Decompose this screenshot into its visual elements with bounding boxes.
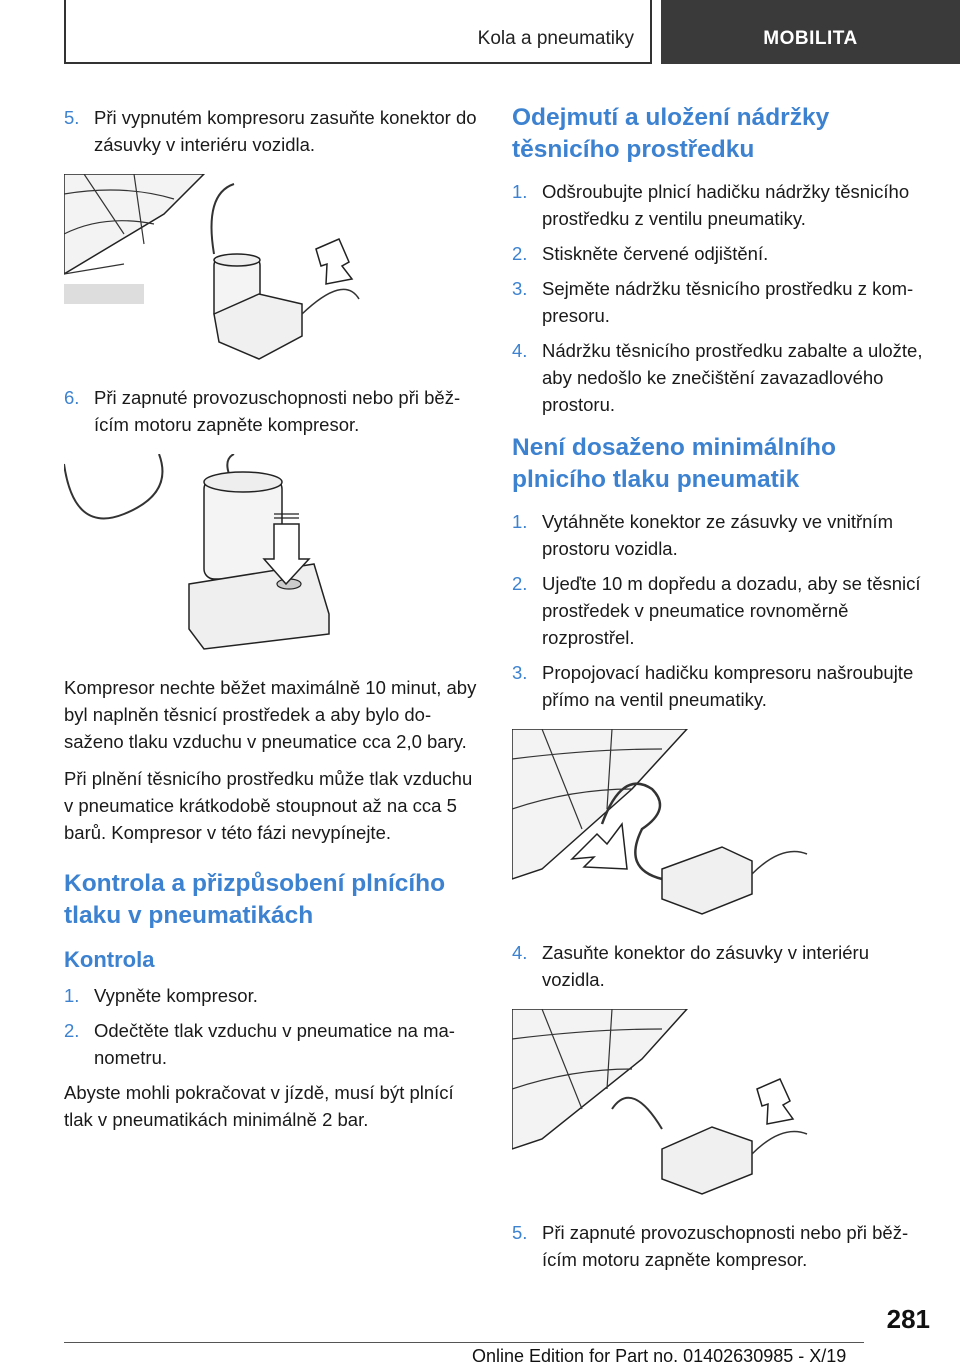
right-column <box>512 102 926 1281</box>
subheading-check: Kontrola <box>64 947 155 972</box>
compressor-wheel-illustration <box>64 174 364 364</box>
pressure-step-4 <box>512 939 926 993</box>
step-text: Sejměte nádržku těsnicího prostředku z kompresoru. <box>542 278 914 326</box>
paragraph-pressure-note: Při plnění těsnicího prostředku může tlak vzduchu v pneumatice krátkodobě stoupnout až na cca 5 barů. Kompresor v této fázi nevypínejte. <box>64 768 473 843</box>
edition-note: Online Edition for Part no. 01402630985 - X/19 <box>472 1346 847 1366</box>
paragraph-run-time: Kompresor nechte běžet maximálně 10 minut, aby byl naplněn těsnicí prostředek a aby bylo dosaženo tlaku vzduchu v pneumatice cca 2,0 bary. <box>64 677 477 752</box>
figure-hose-to-valve <box>512 729 926 919</box>
remove-step-1 <box>512 178 926 232</box>
section-heading-check-pressure: Kontrola a přizpůsobení plnícího tlaku v pneumatikách <box>64 870 446 929</box>
page-header <box>64 0 960 64</box>
figure-compressor-switch <box>64 454 478 654</box>
step-text: Vytáhněte konektor ze zásuvky ve vnitřním prostoru vozidla. <box>542 511 893 559</box>
step-text: Při zapnuté provozuschopnosti nebo při běžícím motoru zapněte kompresor. <box>542 1222 909 1270</box>
page-number: 281 <box>886 1304 930 1334</box>
section-label: MOBILITA <box>763 28 858 49</box>
pressure-step-1 <box>512 508 926 562</box>
step-number: 2. <box>512 573 528 594</box>
step-text: Při zapnuté provozuschopnosti nebo při běžícím motoru zapněte kompresor. <box>94 387 461 435</box>
step-text: Ujeďte 10 m dopředu a dozadu, aby se těsnicí prostředek v pneumatice rovnoměrně rozprostřel. <box>542 573 921 648</box>
step-6 <box>64 384 478 438</box>
step-5 <box>64 104 478 158</box>
figure-compressor-connected-to-wheel <box>64 174 478 364</box>
step-text: Zasuňte konektor do zásuvky v interiéru vozidla. <box>542 942 869 990</box>
check-step-1 <box>64 982 478 1009</box>
pressure-step-3 <box>512 659 926 713</box>
step-number: 6. <box>64 387 80 408</box>
remove-step-2 <box>512 240 926 267</box>
chapter-title: Kola a pneumatiky <box>477 28 634 49</box>
step-text: Odšroubujte plnicí hadičku nádržky těsnicího prostředku z ventilu pneumatiky. <box>542 181 910 229</box>
check-step-2 <box>64 1017 478 1071</box>
hose-valve-illustration <box>512 729 812 919</box>
pressure-step-5 <box>512 1219 926 1273</box>
step-number: 1. <box>64 985 80 1006</box>
section-heading-remove-bottle: Odejmutí a uložení nádržky těsnicího prostředku <box>512 104 830 163</box>
pressure-step-2 <box>512 570 926 651</box>
step-number: 1. <box>512 181 528 202</box>
connector-socket-illustration <box>512 1009 812 1199</box>
step-text: Stiskněte červené odjištění. <box>542 243 769 264</box>
figure-connector-socket <box>512 1009 926 1199</box>
step-text: Vypněte kompresor. <box>94 985 258 1006</box>
step-text: Propojovací hadičku kompresoru našroubujte přímo na ventil pneumatiky. <box>542 662 914 710</box>
step-number: 4. <box>512 340 528 361</box>
step-text: Odečtěte tlak vzduchu v pneumatice na manometru. <box>94 1020 455 1068</box>
footer-rule <box>64 1342 864 1343</box>
step-number: 5. <box>512 1222 528 1243</box>
step-number: 3. <box>512 278 528 299</box>
step-text: Při vypnutém kompresoru zasuňte konektor do zásuvky v interiéru vozidla. <box>94 107 477 155</box>
step-number: 1. <box>512 511 528 532</box>
step-number: 5. <box>64 107 80 128</box>
step-number: 4. <box>512 942 528 963</box>
step-number: 3. <box>512 662 528 683</box>
paragraph-min-pressure: Abyste mohli pokračovat v jízdě, musí být plnící tlak v pneumatikách minimálně 2 bar. <box>64 1082 454 1130</box>
left-column <box>64 104 478 1143</box>
compressor-switch-illustration <box>64 454 364 654</box>
step-number: 2. <box>512 243 528 264</box>
step-text: Nádržku těsnicího prostředku zabalte a uložte, aby nedošlo ke znečištění zavazadlového prostoru. <box>542 340 923 415</box>
section-tab <box>661 0 960 64</box>
section-heading-min-pressure-not-reached: Není dosaženo minimálního plnicího tlaku pneumatik <box>512 434 836 493</box>
remove-step-3 <box>512 275 926 329</box>
step-number: 2. <box>64 1020 80 1041</box>
remove-step-4 <box>512 337 926 418</box>
